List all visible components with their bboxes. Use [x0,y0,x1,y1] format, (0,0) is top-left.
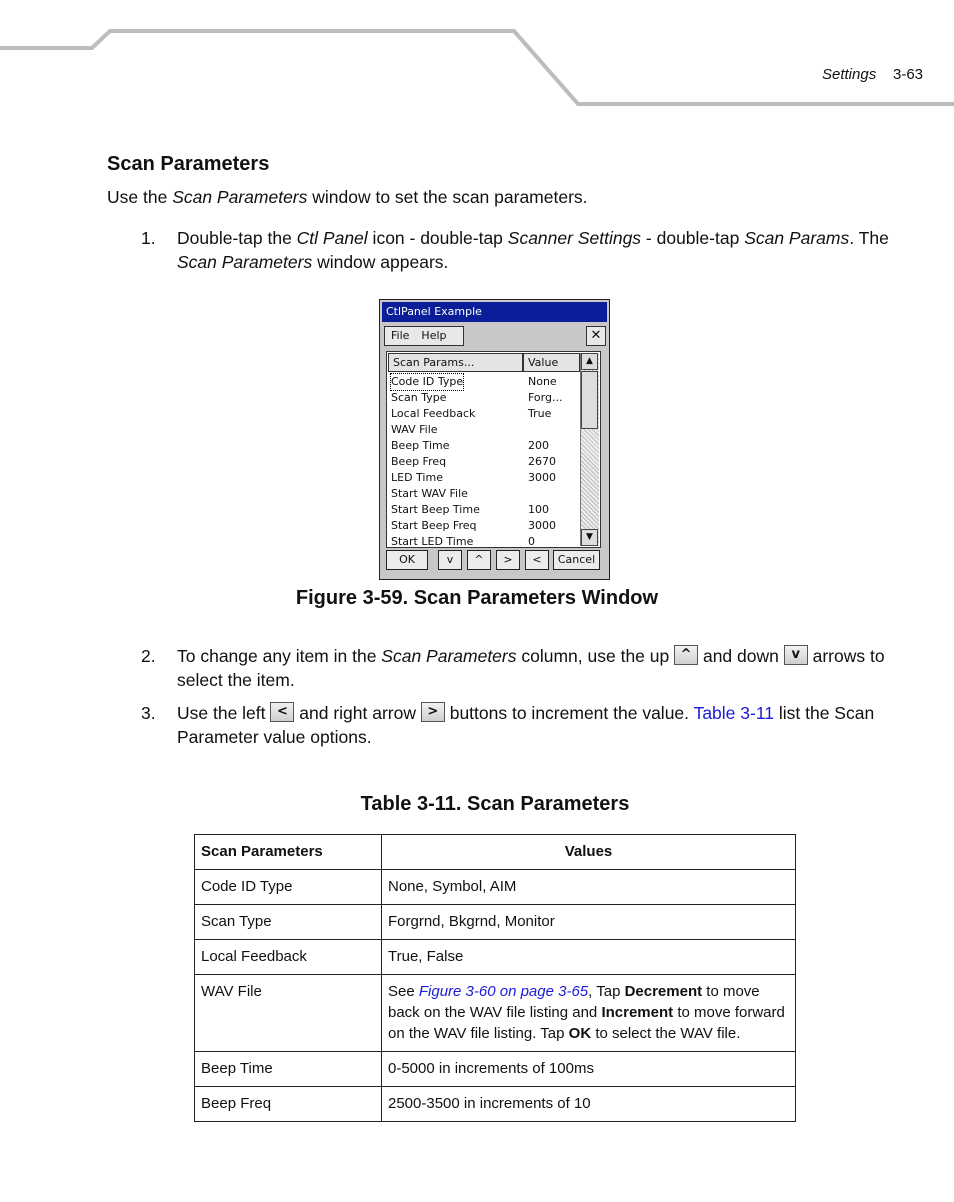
list-item-name[interactable]: Start LED Time [391,535,474,548]
column-header: Scan Parameters [195,835,382,870]
step-number: 1. [141,228,156,248]
cell-bold: OK [568,1025,592,1042]
value-cell [382,975,796,1052]
list-item-value[interactable]: 3000 [528,471,556,484]
step-italic: Scan Parameters [381,646,517,666]
step-number: 2. [141,646,156,666]
step-text: window appears. [312,252,449,272]
column-header-scan-params[interactable]: Scan Params... [388,353,523,372]
step-text: icon - double-tap [367,228,508,248]
cell-text: to move back on the WAV file listing and [388,983,760,1021]
table-row [195,1087,796,1122]
menu-bar [384,326,464,346]
down-button[interactable]: v [438,550,462,570]
step-text: buttons to increment the value. [444,703,694,723]
table-row [195,870,796,905]
right-arrow-button-icon: > [421,702,445,722]
step-text: arrows to select the item. [177,646,885,690]
table-row [195,1052,796,1087]
intro-italic: Scan Parameters [172,187,308,207]
list-item-value[interactable]: 2670 [528,455,556,468]
table-row [195,975,796,1052]
window-title-bar: CtlPanel Example [382,302,607,322]
step-3-text [177,701,897,749]
list-item-value[interactable]: None [528,375,557,388]
cell-text: to select the WAV file. [591,1025,741,1042]
step-text: Double-tap the [177,228,297,248]
param-cell: Local Feedback [195,940,382,975]
list-item-name[interactable]: WAV File [391,423,438,436]
left-button[interactable]: < [525,550,549,570]
down-arrow-button-icon: v [784,645,808,665]
list-item-name[interactable]: Start Beep Time [391,503,480,516]
close-icon[interactable]: ✕ [586,326,606,346]
figure-3-60-link[interactable]: Figure 3-60 on page 3-65 [418,983,589,1000]
list-item-name[interactable]: Beep Time [391,439,450,452]
param-cell: Beep Time [195,1052,382,1087]
scan-parameters-window [379,299,610,580]
right-button[interactable]: > [496,550,520,570]
table-row [195,940,796,975]
list-item-value[interactable]: True [528,407,552,420]
cancel-button[interactable]: Cancel [553,550,600,570]
step-text: Use the left [177,703,271,723]
step-text: column, use the up [516,646,675,666]
scroll-down-icon[interactable]: ▼ [581,529,598,546]
param-cell: Beep Freq [195,1087,382,1122]
scan-params-list[interactable] [386,351,601,548]
value-cell: Forgrnd, Bkgrnd, Monitor [382,905,796,940]
list-item-name[interactable]: Start WAV File [391,487,468,500]
value-cell: 0-5000 in increments of 100ms [382,1052,796,1087]
table-title: Table 3-11. Scan Parameters [360,793,630,815]
list-item-name[interactable]: Code ID Type [391,375,464,388]
list-item-name[interactable]: Beep Freq [391,455,447,468]
page-number: 3-63 [893,66,924,83]
table-3-11-link[interactable]: Table 3-11 [693,703,774,723]
param-cell: Code ID Type [195,870,382,905]
step-text: . The [849,228,889,248]
list-item-name[interactable]: Start Beep Freq [391,519,477,532]
value-cell: True, False [382,940,796,975]
step-text: To change any item in the [177,646,382,666]
intro-paragraph [107,185,588,209]
list-item-value[interactable]: 200 [528,439,549,452]
step-2-text [177,644,897,692]
vertical-scrollbar[interactable] [580,353,599,546]
step-text: and right arrow [294,703,421,723]
up-arrow-button-icon: ^ [674,645,698,665]
header-rule [0,0,954,110]
scan-parameters-table [194,834,796,1122]
table-header-row [195,835,796,870]
step-text: - double-tap [641,228,745,248]
section-title: Scan Parameters [107,153,270,175]
running-header-section: Settings [822,66,877,83]
intro-text-end: window to set the scan parameters. [307,187,588,207]
value-cell: None, Symbol, AIM [382,870,796,905]
list-item-name[interactable]: LED Time [391,471,443,484]
step-italic: Scanner Settings [507,228,642,248]
table-row [195,905,796,940]
scrollbar-thumb[interactable] [581,371,598,429]
cell-bold: Decrement [624,983,703,1000]
step-text: list the Scan Parameter value options. [177,703,875,747]
intro-text: Use the [107,187,173,207]
figure-caption: Figure 3-59. Scan Parameters Window [295,587,659,609]
param-cell: Scan Type [195,905,382,940]
column-header: Values [382,835,796,870]
ok-button[interactable]: OK [386,550,428,570]
step-italic: Scan Parameters [177,252,313,272]
step-text: and down [698,646,784,666]
param-cell: WAV File [195,975,382,1052]
scroll-up-icon[interactable]: ▲ [581,353,598,370]
list-item-value[interactable]: Forg... [528,391,563,404]
cell-text: See [388,983,419,1000]
value-cell: 2500-3500 in increments of 10 [382,1087,796,1122]
step-number: 3. [141,703,156,723]
up-button[interactable]: ^ [467,550,491,570]
menu-file[interactable]: File [391,329,410,342]
step-1-text [177,226,897,274]
step-italic: Ctl Panel [296,228,368,248]
step-italic: Scan Params [744,228,850,248]
list-item-name[interactable]: Scan Type [391,391,447,404]
window-button-row [386,550,603,572]
list-item-value[interactable]: 0 [528,535,535,548]
cell-text: to move forward on the WAV file listing. Tap [388,1004,785,1042]
cell-bold: Increment [601,1004,674,1021]
list-item-value[interactable]: 100 [528,503,549,516]
cell-text: , Tap [588,983,625,1000]
menu-help[interactable]: Help [421,329,447,342]
list-item-value[interactable]: 3000 [528,519,556,532]
column-header-value[interactable]: Value [523,353,580,372]
left-arrow-button-icon: < [270,702,294,722]
list-item-name[interactable]: Local Feedback [391,407,476,420]
